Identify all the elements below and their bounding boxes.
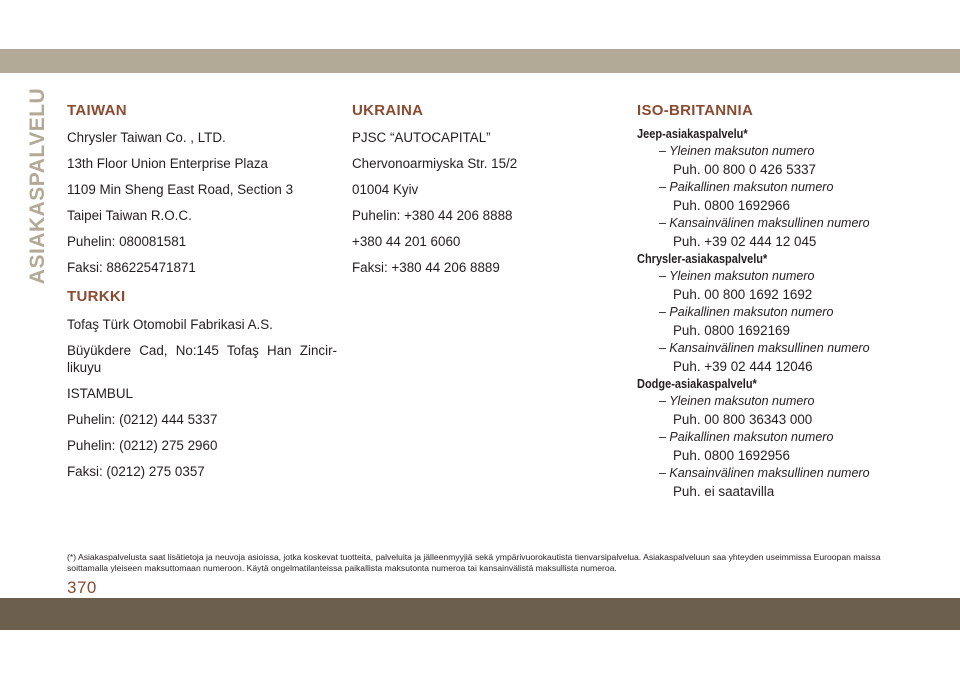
ukraina-line: 01004 Kyiv xyxy=(352,182,419,197)
taiwan-line: 1109 Min Sheng East Road, Section 3 xyxy=(67,182,294,197)
contact-entry xyxy=(637,215,937,251)
turkki-line: Büyükdere Cad, No:145 Tofaş Han Zincir-likuyu xyxy=(67,343,337,375)
ukraina-line: Chervonoarmiyska Str. 15/2 xyxy=(352,156,518,171)
heading-taiwan: TAIWAN xyxy=(67,102,127,119)
entry-number: Puh. +39 02 444 12046 xyxy=(673,359,813,374)
footnote: (*) Asiakaspalvelusta saat lisätietoja ja neuvoja asioissa, jotka koskevat tuotteita, palveluita ja jälleenmyyjiä sekä ympärivuorokautista tienvarsipalvelua. Asiakaspalveluun saa yhteyden useimmissa Euroopan maissa soittamalla yleiseen maksuttomaan numeroon. Käytä ongelmatilanteissa paikallista maksutonta numeroa tai kansainvälistä maksullista numeroa. xyxy=(67,552,881,573)
taiwan-line: Chrysler Taiwan Co. , LTD. xyxy=(67,130,226,145)
entry-label: – Yleinen maksuton numero xyxy=(659,144,815,158)
contact-entry xyxy=(637,465,937,501)
entry-label: – Paikallinen maksuton numero xyxy=(659,180,834,194)
taiwan-line: Faksi: 886225471871 xyxy=(67,260,196,275)
entry-label: – Kansainvälinen maksullinen numero xyxy=(659,341,870,355)
ukraina-line: Puhelin: +380 44 206 8888 xyxy=(352,208,513,223)
contact-entry xyxy=(637,304,937,340)
entry-number: Puh. 00 800 36343 000 xyxy=(673,412,813,427)
contact-entry xyxy=(637,429,937,465)
entry-label: – Yleinen maksuton numero xyxy=(659,394,815,408)
entry-label: – Paikallinen maksuton numero xyxy=(659,305,834,319)
contact-entry xyxy=(637,340,937,376)
turkki-line: ISTAMBUL xyxy=(67,386,133,401)
section-side-tab xyxy=(26,87,50,285)
side-tab-label: ASIAKASPALVELU xyxy=(26,87,49,285)
bottom-band xyxy=(0,598,960,630)
taiwan-line: Taipei Taiwan R.O.C. xyxy=(67,208,192,223)
entry-label: – Kansainvälinen maksullinen numero xyxy=(659,466,870,480)
top-band xyxy=(0,49,960,73)
heading-iso-britannia: ISO-BRITANNIA xyxy=(637,102,754,119)
taiwan-line: 13th Floor Union Enterprise Plaza xyxy=(67,156,268,171)
brand-heading-chrysler: Chrysler-asiakaspalvelu* xyxy=(637,252,768,266)
heading-turkki: TURKKI xyxy=(67,288,126,305)
entry-number: Puh. ei saatavilla xyxy=(673,484,775,499)
brand-heading-dodge: Dodge-asiakaspalvelu* xyxy=(637,377,757,391)
ukraina-line: +380 44 201 6060 xyxy=(352,234,461,249)
entry-number: Puh. 0800 1692956 xyxy=(673,448,790,463)
column-left xyxy=(67,98,337,489)
ukraina-line: PJSC “AUTOCAPITAL” xyxy=(352,130,491,145)
column-middle xyxy=(352,98,607,285)
entry-label: – Kansainvälinen maksullinen numero xyxy=(659,216,870,230)
entry-number: Puh. 0800 1692169 xyxy=(673,323,790,338)
entry-number: Puh. 0800 1692966 xyxy=(673,198,790,213)
turkki-line: Tofaş Türk Otomobil Fabrikasi A.S. xyxy=(67,317,273,332)
contact-entry xyxy=(637,393,937,429)
contact-entry xyxy=(637,143,937,179)
taiwan-line: Puhelin: 080081581 xyxy=(67,234,187,249)
column-right xyxy=(637,98,937,501)
entry-number: Puh. 00 800 0 426 5337 xyxy=(673,162,816,177)
heading-ukraina: UKRAINA xyxy=(352,102,424,119)
brand-heading-jeep: Jeep-asiakaspalvelu* xyxy=(637,127,748,141)
contact-entry xyxy=(637,179,937,215)
ukraina-line: Faksi: +380 44 206 8889 xyxy=(352,260,500,275)
entry-number: Puh. 00 800 1692 1692 xyxy=(673,287,813,302)
entry-label: – Paikallinen maksuton numero xyxy=(659,430,834,444)
page-number: 370 xyxy=(67,578,97,597)
contact-entry xyxy=(637,268,937,304)
entry-label: – Yleinen maksuton numero xyxy=(659,269,815,283)
entry-number: Puh. +39 02 444 12 045 xyxy=(673,234,817,249)
turkki-line: Faksi: (0212) 275 0357 xyxy=(67,464,205,479)
turkki-line: Puhelin: (0212) 275 2960 xyxy=(67,438,218,453)
turkki-line: Puhelin: (0212) 444 5337 xyxy=(67,412,218,427)
